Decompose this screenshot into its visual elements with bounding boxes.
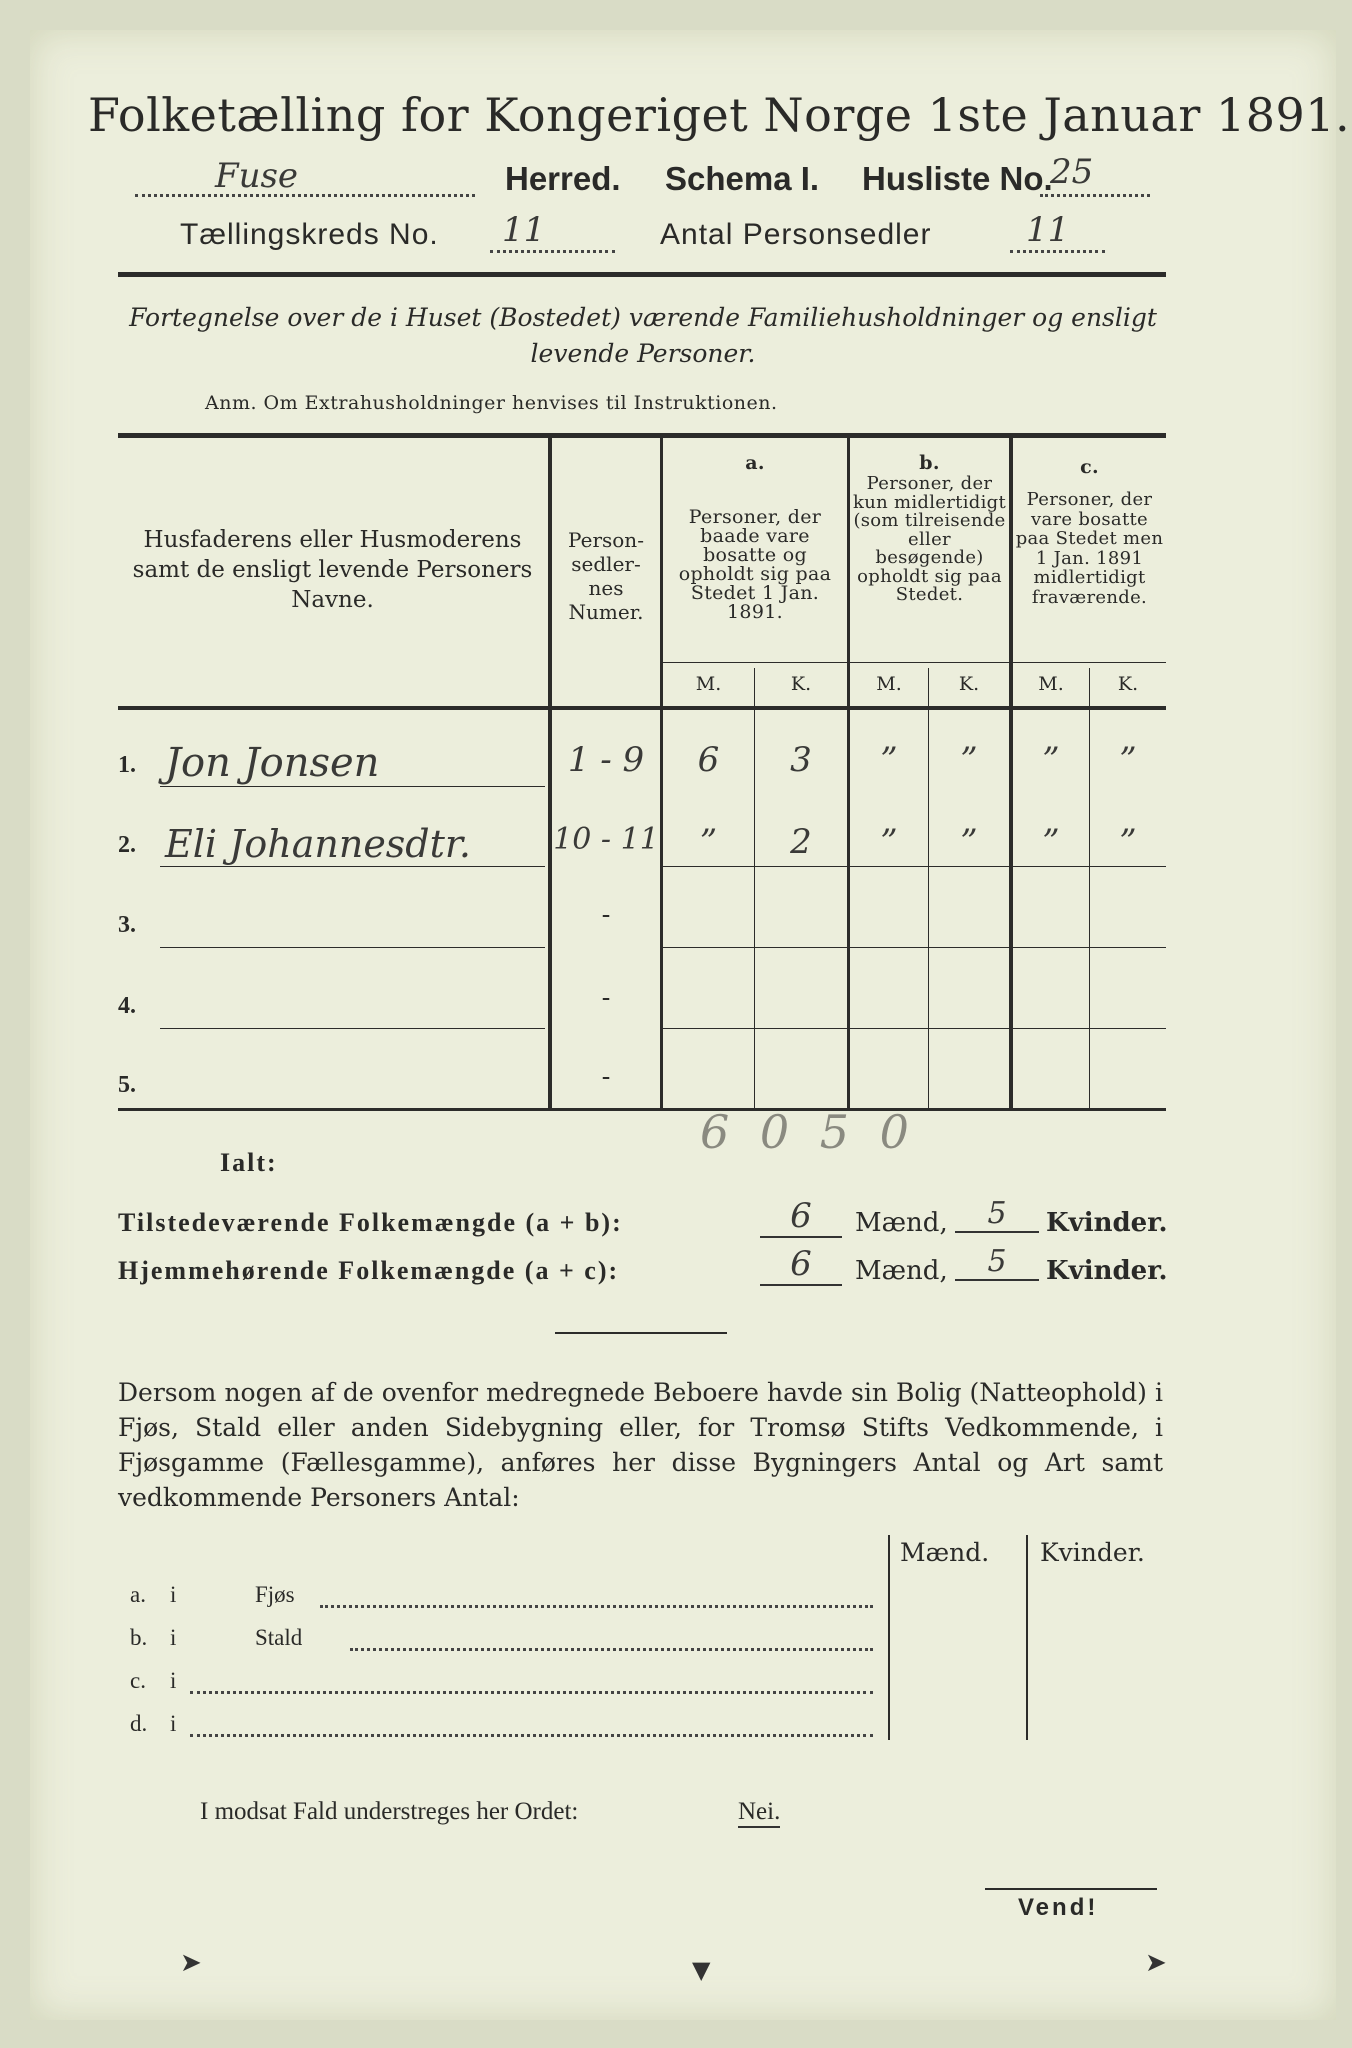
cell-line-3 bbox=[663, 947, 1166, 948]
row-line-1 bbox=[160, 786, 545, 787]
cell-line-4 bbox=[663, 1028, 1166, 1029]
c-m-value: ” bbox=[1042, 822, 1060, 862]
row-line-2 bbox=[160, 866, 545, 867]
sub-rule-c bbox=[1013, 662, 1166, 663]
herred-value: Fuse bbox=[215, 156, 299, 196]
c-k-value: ” bbox=[1119, 822, 1137, 862]
build-rule-1 bbox=[888, 1535, 890, 1740]
col-header-b: Personer, der kun midlertidigt (som tilreisende eller besøgende) opholdt sig paa Stedet. bbox=[852, 473, 1006, 605]
row-line-4 bbox=[160, 1028, 545, 1029]
tilst-label: Tilstedeværende Folkemængde (a + b): bbox=[118, 1208, 623, 1237]
nei-word: Nei. bbox=[738, 1798, 780, 1828]
hjem-k-field bbox=[955, 1244, 1039, 1281]
b-m-label: M. bbox=[876, 673, 902, 695]
kreds-value: 11 bbox=[502, 210, 546, 250]
tilst-m-field bbox=[760, 1196, 842, 1238]
tilst-m-value: 6 bbox=[790, 1196, 812, 1236]
mk-rule-b bbox=[928, 668, 929, 1108]
kvinder-label: Kvinder. bbox=[1046, 1256, 1168, 1286]
build-kvinder-header: Kvinder. bbox=[1040, 1538, 1145, 1567]
tilst-k-field bbox=[955, 1196, 1039, 1233]
a-m-label: M. bbox=[695, 673, 722, 695]
form-title: Folketælling for Kongeriget Norge 1ste Januar 1891. bbox=[88, 88, 1351, 142]
col-a-letter: a. bbox=[745, 452, 765, 474]
tilst-k-value: 5 bbox=[987, 1196, 1007, 1231]
build-key: c. bbox=[130, 1668, 146, 1693]
husliste-label: Husliste No. bbox=[862, 160, 1053, 197]
sub-rule-b bbox=[850, 662, 1009, 663]
table-bottom-rule bbox=[118, 1108, 1166, 1111]
build-key: b. bbox=[130, 1625, 148, 1650]
sedler-number: - bbox=[601, 900, 611, 930]
b-k-label: K. bbox=[958, 673, 980, 695]
person-name: Jon Jonsen bbox=[165, 740, 380, 786]
sedler-number: - bbox=[601, 983, 611, 1013]
antal-label: Antal Personsedler bbox=[660, 218, 932, 251]
a-k-value: 3 bbox=[790, 740, 812, 780]
kreds-label: Tællingskreds No. bbox=[180, 218, 439, 251]
header-divider bbox=[118, 272, 1166, 277]
caption: Fortegnelse over de i Huset (Bostedet) værende Familiehusholdninger og ensligt levende Personer. bbox=[129, 303, 1157, 368]
a-m-value: 6 bbox=[697, 740, 720, 780]
build-key: a. bbox=[130, 1582, 146, 1607]
hjem-m-value: 6 bbox=[790, 1244, 812, 1284]
sedler-number: 1 - 9 bbox=[567, 740, 645, 780]
row-number: 1. bbox=[118, 752, 136, 778]
sedler-number: 10 - 11 bbox=[553, 822, 659, 857]
c-k-label: K. bbox=[1117, 673, 1139, 695]
dotted-line bbox=[190, 1734, 873, 1737]
build-i: i bbox=[170, 1711, 177, 1736]
col-header-name: Husfaderens eller Husmoderens samt de ensligt levende Personers Navne. bbox=[132, 527, 533, 613]
herred-label: Herred. bbox=[505, 160, 621, 197]
build-i: i bbox=[170, 1668, 177, 1693]
col-header-c: Personer, der vare bosatte paa Stedet men 1 Jan. 1891 midlertidigt fraværende. bbox=[1015, 489, 1164, 608]
person-name: Eli Johannesdtr. bbox=[165, 822, 471, 866]
husliste-value: 25 bbox=[1050, 152, 1094, 192]
registration-mark-left: ➤ bbox=[180, 1948, 202, 1978]
vend-rule bbox=[985, 1888, 1157, 1890]
registration-mark-right: ➤ bbox=[1145, 1948, 1167, 1978]
build-key: d. bbox=[130, 1711, 148, 1736]
b-k-value: ” bbox=[960, 822, 978, 862]
hjem-m-field bbox=[760, 1244, 842, 1286]
mk-rule-c bbox=[1089, 668, 1090, 1108]
annotation-note: Anm. Om Extrahusholdninger henvises til Instruktionen. bbox=[205, 392, 778, 414]
row-number: 2. bbox=[118, 832, 136, 858]
registration-mark-center: ▼ bbox=[692, 1956, 711, 1984]
col-header-num: Person-sedler-nes Numer. bbox=[568, 528, 644, 624]
b-m-value: ” bbox=[880, 822, 898, 862]
col-header-a: Personer, der baade vare bosatte og opholdt sig paa Stedet 1 Jan. 1891. bbox=[678, 506, 832, 623]
antal-value: 11 bbox=[1026, 210, 1070, 250]
margin-note: 6 0 5 0 bbox=[700, 1105, 917, 1159]
dotted-line bbox=[190, 1691, 873, 1694]
ialt-label: Ialt: bbox=[220, 1148, 278, 1177]
mk-rule-a bbox=[754, 668, 755, 1108]
sedler-number: - bbox=[601, 1062, 611, 1092]
b-m-value: ” bbox=[880, 740, 898, 780]
col-c-letter: c. bbox=[1080, 456, 1099, 478]
c-m-label: M. bbox=[1038, 673, 1064, 695]
hjem-label: Hjemmehørende Folkemængde (a + c): bbox=[118, 1256, 620, 1285]
cell-line-2 bbox=[663, 866, 1166, 867]
build-label-fjos: Fjøs bbox=[255, 1582, 295, 1607]
row-line-3 bbox=[160, 947, 545, 948]
dotted-line bbox=[320, 1605, 873, 1608]
maend-label: Mænd, bbox=[855, 1256, 948, 1286]
row-number: 3. bbox=[118, 912, 136, 938]
col-b-letter: b. bbox=[919, 452, 940, 474]
hjem-k-value: 5 bbox=[987, 1244, 1007, 1279]
b-k-value: ” bbox=[960, 740, 978, 780]
build-i: i bbox=[170, 1582, 177, 1607]
build-i: i bbox=[170, 1625, 177, 1650]
vend-label: Vend! bbox=[1018, 1894, 1099, 1921]
build-label-stald: Stald bbox=[255, 1625, 303, 1650]
row-number: 5. bbox=[118, 1072, 136, 1098]
maend-label: Mænd, bbox=[855, 1208, 948, 1238]
a-k-label: K. bbox=[790, 673, 812, 695]
modsat-label: I modsat Fald understreges her Ordet: bbox=[200, 1798, 579, 1825]
row-number: 4. bbox=[118, 993, 136, 1019]
c-m-value: ” bbox=[1042, 740, 1060, 780]
kvinder-label: Kvinder. bbox=[1046, 1208, 1168, 1238]
a-m-value: ” bbox=[699, 822, 718, 862]
build-rule-2 bbox=[1026, 1535, 1028, 1740]
a-k-value: 2 bbox=[790, 822, 812, 862]
build-maend-header: Mænd. bbox=[900, 1538, 990, 1567]
section-divider bbox=[555, 1332, 727, 1334]
sub-rule-a bbox=[663, 662, 847, 663]
c-k-value: ” bbox=[1119, 740, 1137, 780]
schema-label: Schema I. bbox=[665, 160, 820, 197]
instructions-paragraph: Dersom nogen af de ovenfor medregnede Beboere havde sin Bolig (Natteophold) i Fjøs, Stald eller anden Sidebygning eller, for Tromsø Stifts Vedkommende, i Fjøsgamme (Fællesgamme), anføres her disse Bygningers Antal og Art samt vedkommende Personers Antal: bbox=[118, 1378, 1163, 1512]
dotted-line bbox=[350, 1648, 873, 1651]
